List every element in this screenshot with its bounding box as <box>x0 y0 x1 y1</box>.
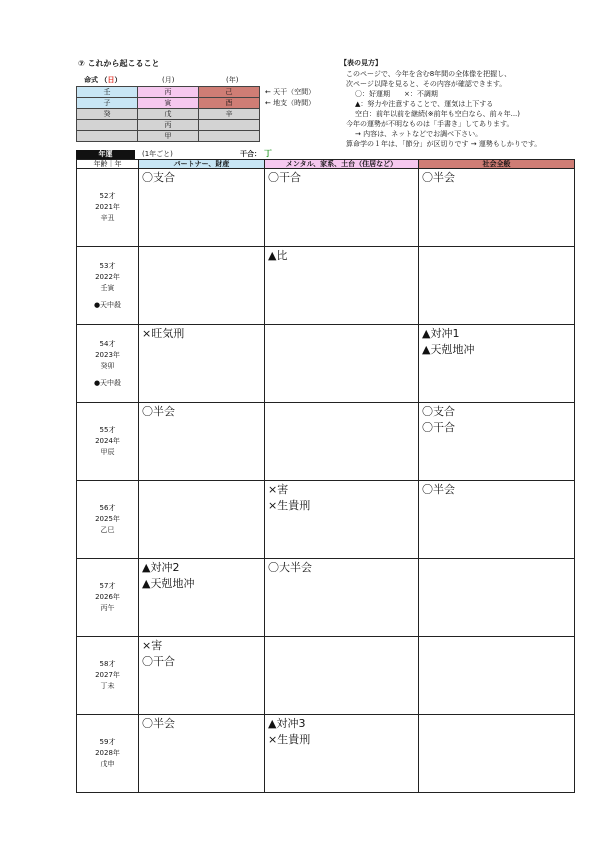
year-kanshi: 癸卯 <box>100 361 115 370</box>
fortune-cell <box>265 481 419 559</box>
year-age: 56才 <box>99 504 116 512</box>
fortune-cell <box>265 325 419 403</box>
meishiki-cell: 子 <box>77 98 138 109</box>
meishiki-cell: 寅 <box>138 98 199 109</box>
meishiki-cell: 壬 <box>77 87 138 98</box>
meishiki-cell <box>77 120 138 131</box>
year-cell <box>77 559 139 637</box>
fortune-entry: ▲対冲3 <box>268 717 306 730</box>
fortune-cell <box>139 637 265 715</box>
year-cell <box>77 169 139 247</box>
fortune-cell <box>139 325 265 403</box>
fortune-entry: ×生貴刑 <box>268 733 311 746</box>
fortune-entry: 〇半会 <box>142 717 175 730</box>
fortune-cell <box>419 403 575 481</box>
meishiki-year-label: (年) <box>226 76 239 84</box>
year-age: 59才 <box>99 738 116 746</box>
meishiki-day-label: 命式 （日） <box>84 76 122 84</box>
table-row <box>77 247 575 325</box>
year-age: 52才 <box>99 192 116 200</box>
meishiki-month-label: (月) <box>162 76 175 84</box>
year-kanshi: 丙午 <box>100 604 115 612</box>
fortune-cell <box>139 481 265 559</box>
kango-value: 丁 <box>264 149 272 158</box>
year-year: 2025年 <box>95 515 120 523</box>
fortune-entry: ×害 <box>142 639 163 652</box>
fortune-entry: 〇半会 <box>422 483 455 496</box>
meishiki-cell: 酉 <box>199 98 260 109</box>
meishiki-cell: 癸 <box>77 109 138 120</box>
year-kanshi: 戊申 <box>100 760 115 768</box>
fortune-cell <box>419 715 575 793</box>
column-header-mental: メンタル、家系、土台（住居など） <box>265 160 419 169</box>
fortune-entry: ▲対冲2 <box>142 561 180 574</box>
year-cell <box>77 637 139 715</box>
fortune-entry: 〇大半会 <box>268 561 312 574</box>
fortune-entry: ▲天剋地冲 <box>422 343 475 356</box>
table-row <box>77 169 575 247</box>
legend-line: 次ページ以降を見ると、その内容が確認できます。 <box>346 80 507 88</box>
year-kanshi: 甲辰 <box>100 448 115 456</box>
meishiki-cell: 甲 <box>138 131 199 142</box>
table-row <box>77 481 575 559</box>
year-kanshi: 辛丑 <box>100 214 115 222</box>
fortune-entry: 〇干合 <box>268 171 301 184</box>
fortune-entry: ×旺気刑 <box>142 327 185 340</box>
fortune-cell <box>139 247 265 325</box>
year-cell <box>77 715 139 793</box>
note-tenkan: ← 天干（空間） <box>265 88 316 96</box>
meishiki-cell <box>199 120 260 131</box>
fortune-cell <box>419 559 575 637</box>
year-kanshi: 壬寅 <box>100 283 115 292</box>
fortune-cell <box>419 637 575 715</box>
year-age: 54才 <box>99 339 116 348</box>
legend-line: 空白：前年以前を継続(※前年も空白なら、前々年...) <box>355 110 521 118</box>
year-year: 2021年 <box>95 203 120 211</box>
year-age: 57才 <box>99 582 116 590</box>
fortune-cell <box>265 715 419 793</box>
fortune-cell <box>419 169 575 247</box>
fortune-entry: 〇支合 <box>422 405 455 418</box>
year-year: 2028年 <box>95 749 120 757</box>
fortune-cell <box>265 637 419 715</box>
fortune-cell <box>265 247 419 325</box>
fortune-entry: 〇半会 <box>142 405 175 418</box>
fortune-cell <box>419 325 575 403</box>
tenchusatsu-note: ●天中殺 <box>93 378 122 387</box>
meishiki-cell: 戊 <box>138 109 199 120</box>
meishiki-cell: 己 <box>199 87 260 98</box>
section-title: ⑦ これから起こること <box>78 59 160 68</box>
year-year: 2022年 <box>95 272 120 281</box>
meishiki-cell: 丙 <box>138 87 199 98</box>
meishiki-cell: 辛 <box>199 109 260 120</box>
fortune-cell <box>139 559 265 637</box>
fortune-entry: ×生貴刑 <box>268 499 311 512</box>
year-year: 2024年 <box>95 437 120 445</box>
fortune-cell <box>419 481 575 559</box>
fortune-cell <box>419 247 575 325</box>
legend-title: 【表の見方】 <box>340 59 382 67</box>
meishiki-table <box>76 86 260 142</box>
fortune-cell <box>265 559 419 637</box>
year-cell <box>77 325 139 403</box>
fortune-entry: ×害 <box>268 483 289 496</box>
year-age: 58才 <box>99 660 116 668</box>
fortune-cell <box>139 403 265 481</box>
table-row <box>77 403 575 481</box>
note-chishi: ← 地支（時間） <box>265 99 316 107</box>
year-age: 55才 <box>99 426 116 434</box>
meishiki-cell <box>199 131 260 142</box>
legend-line: → 内容は、ネットなどでお調べ下さい。 <box>355 130 483 138</box>
legend-line: 今年の運勢が不明なものは「手書き」してあります。 <box>346 120 514 128</box>
per-year-label: (1年ごと) <box>142 150 173 158</box>
legend-line: ▲：努力や注意することで、運気は上下する <box>355 100 494 108</box>
nenun-label: 年運 <box>76 150 135 159</box>
fortune-entry: 〇干合 <box>142 655 175 668</box>
fortune-entry: ▲天剋地冲 <box>142 577 195 590</box>
year-year: 2026年 <box>95 593 120 601</box>
year-year: 2027年 <box>95 671 120 679</box>
meishiki-cell <box>77 131 138 142</box>
table-row <box>77 637 575 715</box>
year-cell <box>77 403 139 481</box>
table-row <box>77 325 575 403</box>
yearly-fortune-table <box>76 159 575 793</box>
year-header: 年齢｜年 <box>77 160 139 169</box>
table-row <box>77 559 575 637</box>
year-kanshi: 乙巳 <box>100 526 115 534</box>
year-age: 53才 <box>99 261 116 270</box>
tenchusatsu-note: ●天中殺 <box>93 300 122 309</box>
fortune-cell <box>139 169 265 247</box>
table-row <box>77 715 575 793</box>
column-header-partner: パートナー、財産 <box>139 160 265 169</box>
table-body <box>77 169 575 793</box>
legend-line: 〇：好運期 ×：不調期 <box>355 90 438 98</box>
fortune-entry: ▲対冲1 <box>422 327 460 340</box>
year-cell <box>77 247 139 325</box>
column-header-society: 社会全般 <box>419 160 575 169</box>
year-year: 2023年 <box>95 350 120 359</box>
fortune-cell <box>139 715 265 793</box>
year-cell <box>77 481 139 559</box>
fortune-entry: ▲比 <box>268 249 288 262</box>
meishiki-cell: 丙 <box>138 120 199 131</box>
kango-label: 干合： <box>240 150 261 158</box>
fortune-entry: 〇半会 <box>422 171 455 184</box>
fortune-entry: 〇支合 <box>142 171 175 184</box>
fortune-cell <box>265 169 419 247</box>
legend-line: このページで、今年を含む8年間の全体像を把握し、 <box>346 70 512 78</box>
fortune-cell <box>265 403 419 481</box>
legend-line: 算命学の１年は、「節分」が区切りです → 運勢もしかりです。 <box>346 140 542 148</box>
year-kanshi: 丁未 <box>100 682 115 690</box>
fortune-entry: 〇干合 <box>422 421 455 434</box>
